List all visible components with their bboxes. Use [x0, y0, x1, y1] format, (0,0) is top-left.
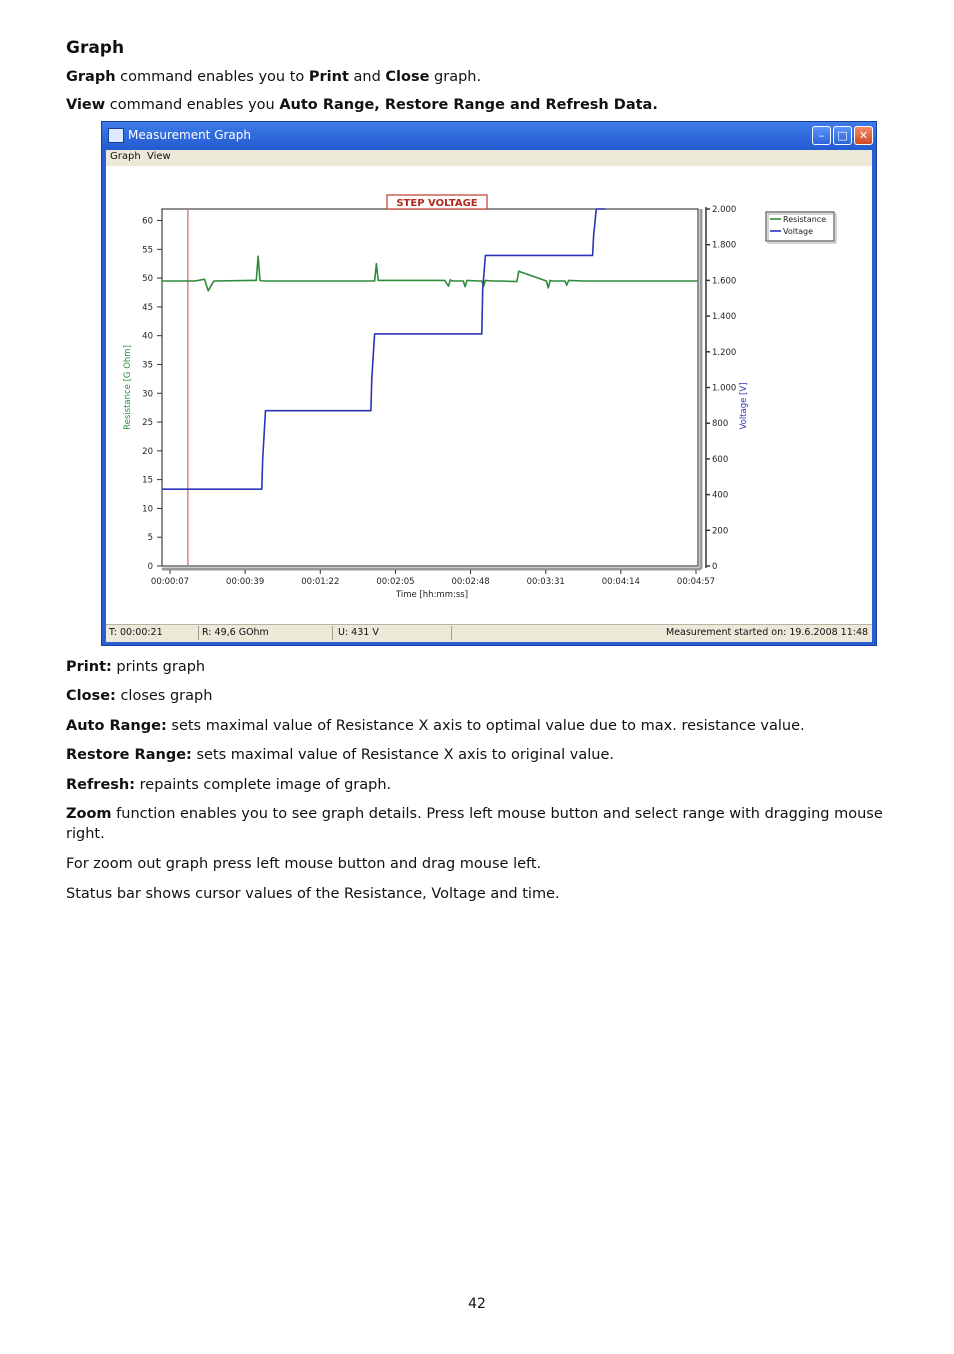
paragraph-close [66, 686, 896, 706]
app-icon [108, 128, 124, 143]
menu-view[interactable]: View [147, 151, 171, 162]
measurement-graph-window [101, 121, 877, 646]
paragraph-view-command [66, 95, 896, 115]
window-client [106, 150, 872, 642]
maximize-icon[interactable]: □ [833, 126, 852, 145]
paragraph-print [66, 657, 896, 677]
page-number: 42 [468, 1296, 486, 1312]
left-axis-tick-label: 30 [142, 389, 153, 400]
close-icon[interactable]: ✕ [854, 126, 873, 145]
left-axis-tick-label: 15 [142, 475, 153, 486]
right-axis-label: Voltage [V] [739, 382, 749, 430]
left-axis-tick-label: 60 [142, 216, 153, 227]
right-axis-tick-label: 1.800 [712, 240, 737, 251]
text: command enables you to [115, 69, 309, 85]
left-axis-tick-label: 55 [142, 245, 153, 256]
text: sets maximal value of Resistance X axis to original value. [191, 747, 614, 763]
term-close: Close: [66, 688, 116, 704]
text: sets maximal value of Resistance X axis to optimal value due to max. resistance value. [166, 718, 805, 734]
x-axis-tick-label: 00:00:07 [150, 577, 190, 587]
right-axis-tick-label: 800 [712, 419, 729, 430]
x-axis-tick-label: 00:03:31 [526, 577, 565, 587]
right-axis-tick-label: 1.600 [712, 276, 737, 287]
text: repaints complete image of graph. [135, 777, 392, 793]
chart-title: STEP VOLTAGE [396, 198, 478, 209]
term-refresh: Refresh: [66, 777, 136, 793]
statusbar [106, 624, 872, 642]
x-axis-tick-label: 00:04:14 [601, 577, 640, 587]
status-resistance: R: 49,6 GOhm [202, 627, 269, 638]
status-divider [198, 626, 199, 640]
window-title: Measurement Graph [128, 128, 252, 142]
left-axis-tick-label: 50 [142, 274, 153, 285]
right-axis-tick-label: 2.000 [712, 205, 737, 215]
status-divider [451, 626, 452, 640]
x-axis-label: Time [hh:mm:ss] [395, 590, 469, 600]
window-titlebar[interactable] [102, 122, 876, 150]
left-axis-tick-label: 45 [142, 302, 153, 313]
text: command enables you [105, 97, 280, 113]
right-axis-tick-label: 1.400 [712, 312, 737, 323]
plot-frame [162, 209, 698, 566]
minimize-icon[interactable]: – [812, 126, 831, 145]
left-axis-label: Resistance [G Ohm] [123, 345, 133, 430]
legend-label-voltage: Voltage [783, 227, 814, 236]
menu-graph[interactable]: Graph [110, 151, 141, 162]
section-heading: Graph [66, 38, 125, 58]
graph-area[interactable] [106, 166, 872, 624]
text: and [348, 69, 386, 85]
term-view-options: Auto Range, Restore Range and Refresh Data. [279, 97, 658, 113]
x-axis-tick-label: 00:02:48 [451, 577, 490, 587]
right-axis-tick-label: 200 [712, 526, 729, 537]
right-axis-tick-label: 1.200 [712, 347, 737, 358]
text: prints graph [111, 659, 206, 675]
paragraph-auto-range [66, 716, 896, 736]
right-axis-tick-label: 600 [712, 454, 729, 465]
term-print: Print [308, 69, 349, 85]
term-close: Close [385, 69, 430, 85]
right-axis-tick-label: 400 [712, 490, 729, 501]
x-axis-tick-label: 00:00:39 [226, 577, 265, 587]
left-axis-tick-label: 25 [142, 418, 153, 429]
left-axis-tick-label: 40 [142, 331, 153, 342]
paragraph-zoom [66, 804, 896, 844]
status-time: T: 00:00:21 [109, 627, 163, 638]
graph-chart[interactable] [106, 166, 874, 624]
paragraph-graph-command [66, 67, 896, 87]
left-axis-tick-label: 35 [142, 360, 153, 371]
term-auto-range: Auto Range: [66, 718, 167, 734]
text: closes graph [115, 688, 213, 704]
term-graph: Graph [66, 69, 116, 85]
paragraph-restore-range [66, 745, 896, 765]
status-divider [332, 626, 333, 640]
left-axis-tick-label: 5 [147, 533, 153, 544]
right-axis-tick-label: 0 [712, 562, 718, 572]
term-restore-range: Restore Range: [66, 747, 192, 763]
text: graph. [429, 69, 482, 85]
right-axis-tick-label: 1.000 [712, 383, 737, 394]
left-axis-tick-label: 10 [142, 504, 153, 515]
x-axis-tick-label: 00:04:57 [676, 577, 716, 587]
term-print: Print: [66, 659, 112, 675]
x-axis-tick-label: 00:02:05 [376, 577, 415, 587]
paragraph-refresh [66, 775, 896, 795]
paragraph-zoom-out: For zoom out graph press left mouse button and drag mouse left. [66, 856, 542, 872]
menubar [106, 150, 872, 164]
status-measurement-started: Measurement started on: 19.6.2008 11:48 [666, 627, 869, 638]
legend-label-resistance: Resistance [783, 215, 827, 224]
term-view: View [66, 97, 106, 113]
paragraph-status-bar: Status bar shows cursor values of the Resistance, Voltage and time. [66, 886, 560, 902]
term-zoom: Zoom [66, 806, 112, 822]
left-axis-tick-label: 0 [147, 562, 153, 572]
text: function enables you to see graph details. Press left mouse button and select range with dragging mouse right. [66, 806, 883, 842]
x-axis-tick-label: 00:01:22 [301, 577, 340, 587]
status-voltage: U: 431 V [338, 627, 379, 638]
left-axis-tick-label: 20 [142, 446, 153, 457]
